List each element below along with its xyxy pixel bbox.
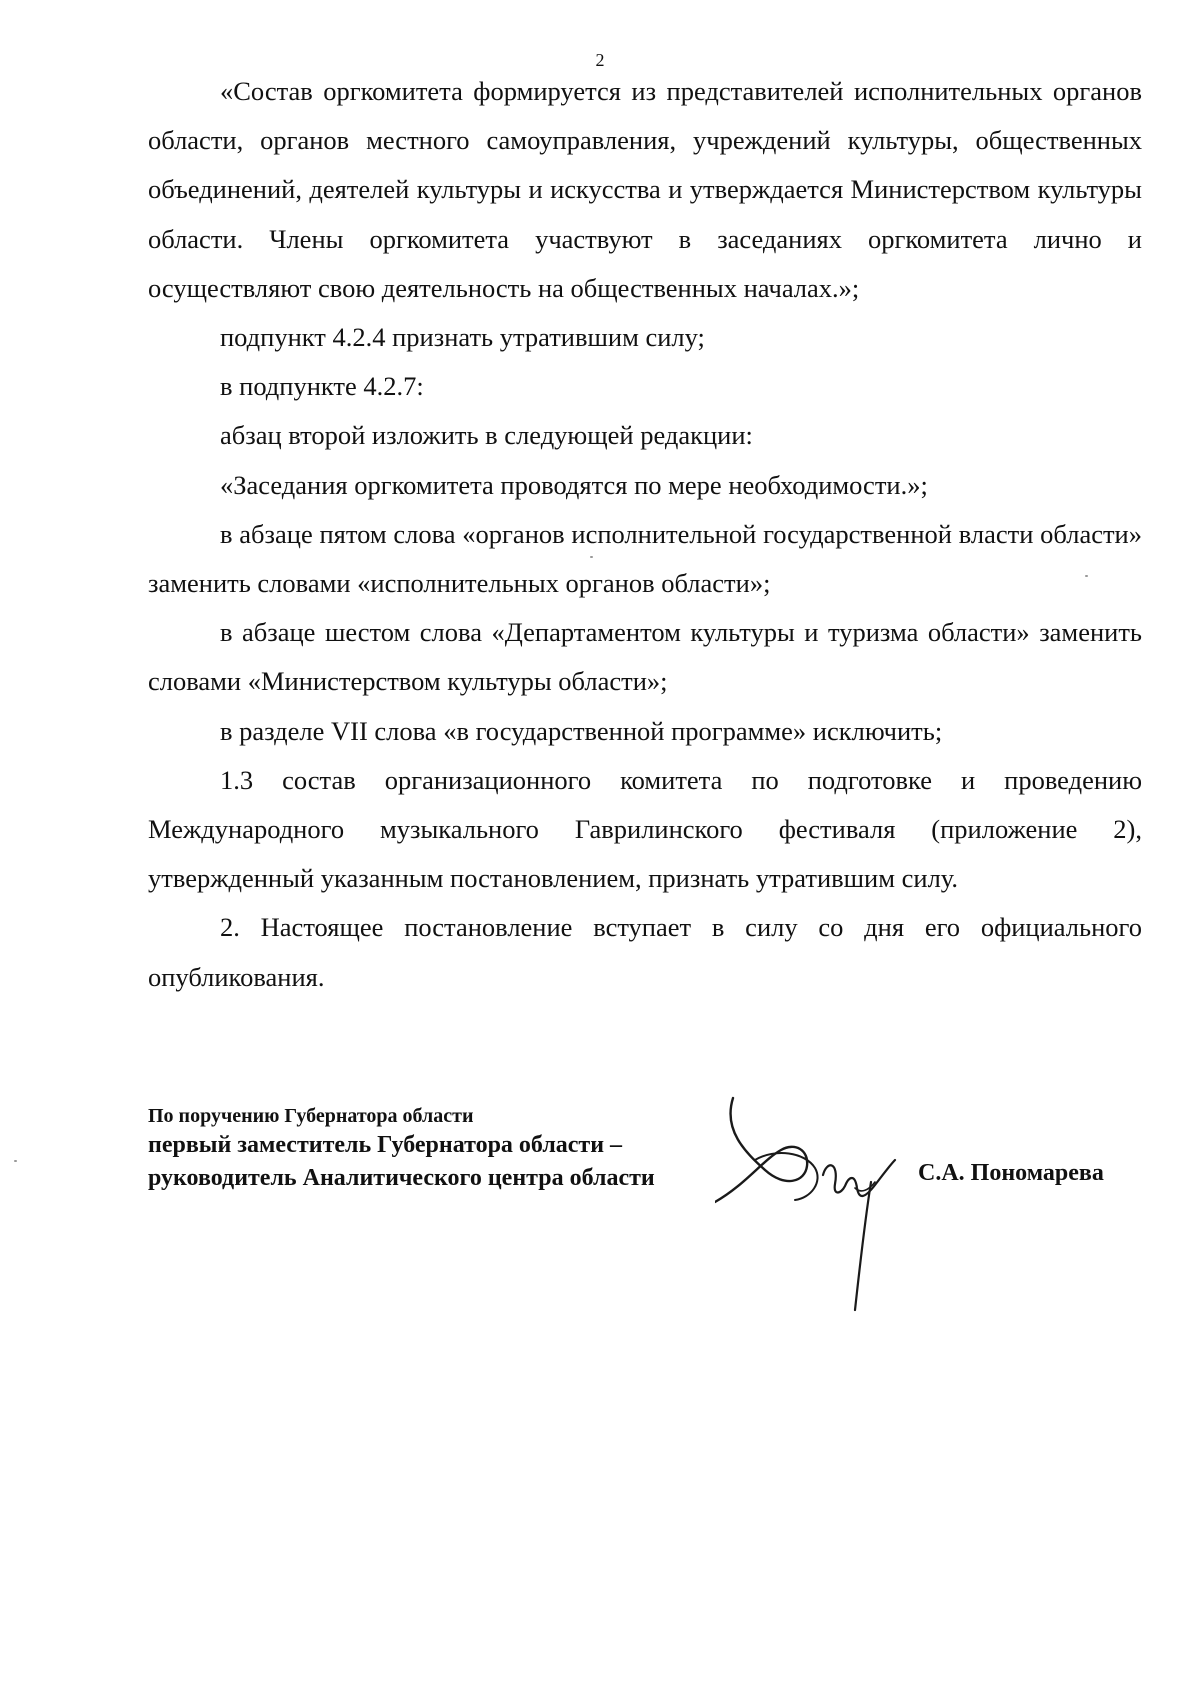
paragraph-subpoint-424: подпункт 4.2.4 признать утратившим силу; [220, 322, 705, 353]
paragraph-section-vii: в разделе VII слова «в государственной программе» исключить; [220, 715, 943, 746]
handwritten-signature-icon [715, 1090, 925, 1320]
paragraph-1-3: 1.3 состав организационного комитета по подготовке и проведению Международного музыкального Гаврилинского фестиваля (приложение 2), утвержденный указанным постановлением, признать утратившим силу. [148, 764, 1142, 894]
paragraph-fifth-abzac: в абзаце пятом слова «органов исполнительной государственной власти области» заменить словами «исполнительных органов области»; [148, 518, 1142, 599]
paragraph-meetings: «Заседания оргкомитета проводятся по мере необходимости.»; [220, 469, 928, 500]
signature-authority: По поручению Губернатора области [148, 1105, 474, 1127]
paragraph-2: 2. Настоящее постановление вступает в силу со дня его официального опубликования. [148, 912, 1142, 992]
paragraph-orgcommittee-composition: «Состав оргкомитета формируется из представителей исполнительных органов области, органов местного самоуправления, учреждений культуры, общественных объединений, деятелей культуры и искусства и утверждается Министерством культуры области. Члены оргкомитета участвуют в заседаниях оргкомитета лично и осуществляют свою деятельность на общественных началах.»; [148, 76, 1142, 303]
paragraph-subpoint-427: в подпункте 4.2.7: [220, 371, 424, 402]
scan-speck [1085, 575, 1088, 577]
signatory-name: С.А. Пономарева [918, 1160, 1104, 1186]
paragraph-sixth-abzac: в абзаце шестом слова «Департаментом культуры и туризма области» заменить словами «Министерством культуры области»; [148, 617, 1142, 697]
scan-speck [590, 556, 593, 558]
document-body [148, 67, 1142, 1002]
paragraph-second-abzac: абзац второй изложить в следующей редакции: [220, 420, 753, 451]
signature-position-2: руководитель Аналитического центра области [148, 1165, 655, 1191]
signature-position-1: первый заместитель Губернатора области – [148, 1132, 623, 1158]
page-number: 2 [595, 50, 605, 70]
scan-speck [14, 1160, 17, 1162]
